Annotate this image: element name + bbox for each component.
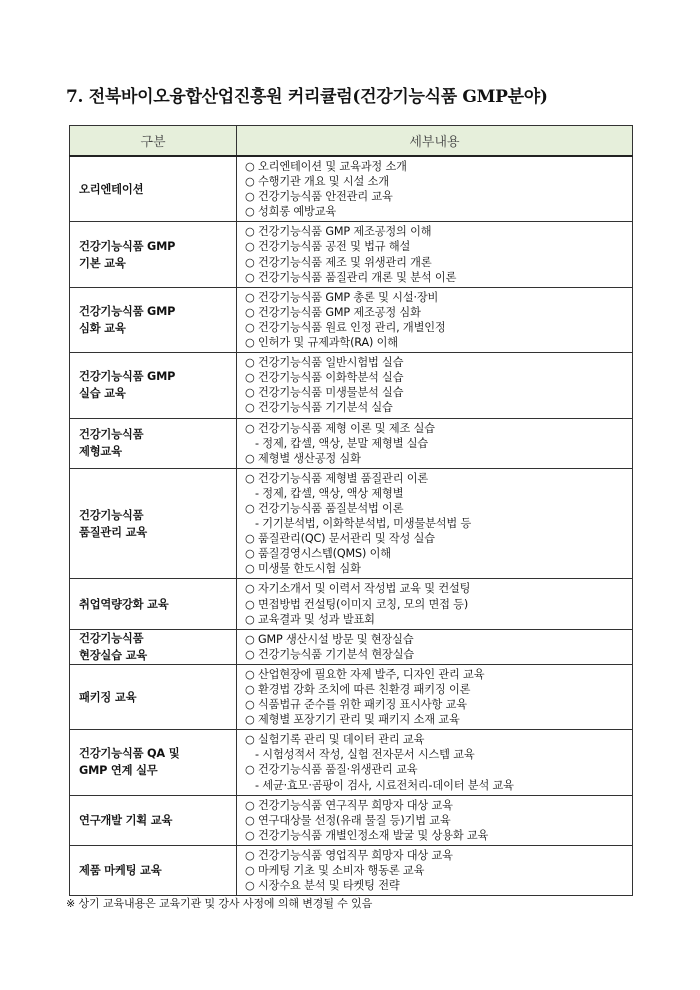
table-row bbox=[70, 730, 633, 795]
detail-sub-item: - 기기분석법, 이화학분석법, 미생물분석법 등 bbox=[255, 517, 472, 531]
details-cell bbox=[237, 468, 633, 579]
detail-item: ○ 식품법규 준수를 위한 패키징 표시사항 교육 bbox=[245, 698, 467, 712]
detail-item: ○ 산업현장에 필요한 자제 발주, 디자인 관리 교육 bbox=[245, 667, 485, 681]
detail-item: ○ 인허가 및 규제과학(RA) 이해 bbox=[245, 336, 398, 350]
detail-item: ○ 자기소개서 및 이력서 작성법 교육 및 컨설팅 bbox=[245, 582, 471, 596]
detail-item: ○ 건강기능식품 공전 및 법규 해설 bbox=[245, 240, 411, 254]
table-row bbox=[70, 287, 633, 352]
details-cell bbox=[237, 664, 633, 729]
table-row bbox=[70, 418, 633, 468]
detail-item: ○ 제형별 포장기기 관리 및 패키지 소재 교육 bbox=[245, 713, 460, 727]
details-cell bbox=[237, 353, 633, 418]
detail-item: ○ 실험기록 관리 및 데이터 관리 교육 bbox=[245, 733, 425, 747]
category-label: 제품 마케팅 교육 bbox=[79, 864, 162, 878]
category-cell bbox=[70, 222, 237, 287]
category-label: 건강기능식품 QA 및 bbox=[79, 747, 180, 761]
detail-item: ○ 건강기능식품 품질분석법 이론 bbox=[245, 501, 404, 515]
category-cell bbox=[70, 664, 237, 729]
detail-item: ○ 환경법 강화 조치에 따른 친환경 패키징 이론 bbox=[245, 683, 471, 696]
detail-item: ○ 건강기능식품 제형별 품질관리 이론 bbox=[245, 471, 429, 485]
category-label: 오리엔테이션 bbox=[79, 182, 144, 196]
category-cell bbox=[70, 468, 237, 579]
category-label: 현장실습 교육 bbox=[79, 648, 148, 662]
category-cell bbox=[70, 629, 237, 664]
header-details: 세부내용 bbox=[237, 126, 633, 157]
table-row bbox=[70, 156, 633, 222]
category-label: 건강기능식품 GMP bbox=[79, 370, 176, 384]
category-label: 건강기능식품 GMP bbox=[79, 239, 176, 253]
table-row bbox=[70, 222, 633, 287]
header-category: 구분 bbox=[70, 126, 237, 157]
table-row bbox=[70, 353, 633, 418]
detail-item: ○ 건강기능식품 기기분석 실습 bbox=[245, 401, 393, 415]
category-label: 제형교육 bbox=[79, 445, 122, 459]
details-cell bbox=[237, 845, 633, 895]
detail-item: ○ 건강기능식품 원료 인정 관리, 개별인정 bbox=[245, 320, 446, 334]
detail-item: ○ 건강기능식품 품질·위생관리 교육 bbox=[245, 763, 418, 777]
detail-item: ○ 미생물 한도시험 심화 bbox=[245, 562, 361, 576]
detail-item: ○ 건강기능식품 연구직무 희망자 대상 교육 bbox=[245, 798, 453, 812]
detail-item: ○ 건강기능식품 GMP 총론 및 시설·장비 bbox=[245, 290, 439, 304]
detail-sub-item: - 시험성적서 작성, 실험 전자문서 시스템 교육 bbox=[255, 748, 475, 762]
details-cell bbox=[237, 418, 633, 468]
category-label: 건강기능식품 GMP bbox=[79, 304, 176, 318]
table-row bbox=[70, 845, 633, 895]
category-label: 취업역량강화 교육 bbox=[79, 597, 169, 611]
detail-item: ○ 연구대상물 선정(유래 물질 등)기법 교육 bbox=[245, 813, 451, 827]
table-row bbox=[70, 664, 633, 729]
table-row bbox=[70, 579, 633, 629]
category-label: GMP 연계 실무 bbox=[79, 764, 158, 778]
category-label: 건강기능식품 bbox=[79, 508, 144, 522]
detail-item: ○ 품질관리(QC) 문서관리 및 작성 실습 bbox=[245, 532, 435, 546]
detail-item: ○ 건강기능식품 제조 및 위생관리 개론 bbox=[245, 255, 432, 269]
category-label: 패키징 교육 bbox=[79, 690, 137, 704]
details-cell bbox=[237, 730, 633, 795]
category-cell bbox=[70, 353, 237, 418]
details-cell bbox=[237, 222, 633, 287]
details-cell bbox=[237, 579, 633, 629]
detail-item: ○ 건강기능식품 안전관리 교육 bbox=[245, 190, 393, 204]
details-cell bbox=[237, 156, 633, 222]
detail-item: ○ 품질경영시스템(QMS) 이해 bbox=[245, 547, 391, 561]
detail-item: ○ 건강기능식품 영업직무 희망자 대상 교육 bbox=[245, 848, 453, 862]
details-cell bbox=[237, 629, 633, 664]
category-cell bbox=[70, 418, 237, 468]
category-label: 실습 교육 bbox=[79, 387, 126, 401]
detail-sub-item: - 세균·효모·곰팡이 검사, 시료전처리-데이터 분석 교육 bbox=[255, 778, 514, 792]
details-cell bbox=[237, 287, 633, 352]
category-cell bbox=[70, 795, 237, 845]
detail-item: ○ 건강기능식품 미생물분석 실습 bbox=[245, 386, 404, 400]
details-cell bbox=[237, 795, 633, 845]
detail-item: ○ 건강기능식품 품질관리 개론 및 분석 이론 bbox=[245, 270, 457, 284]
detail-item: ○ 건강기능식품 개별인정소재 발굴 및 상용화 교육 bbox=[245, 828, 489, 842]
category-label: 기본 교육 bbox=[79, 256, 126, 270]
detail-item: ○ 오리엔테이션 및 교육과정 소개 bbox=[245, 160, 407, 173]
detail-item: ○ 면접방법 컨설팅(이미지 코칭, 모의 면접 등) bbox=[245, 597, 469, 611]
footnote: ※ 상기 교육내용은 교육기관 및 강사 사정에 의해 변경될 수 있음 bbox=[66, 897, 373, 910]
category-label: 건강기능식품 bbox=[79, 428, 144, 442]
detail-item: ○ 건강기능식품 기기분석 현장실습 bbox=[245, 647, 415, 661]
detail-sub-item: - 정제, 캅셀, 액상, 액상 제형별 bbox=[255, 486, 404, 500]
category-cell bbox=[70, 156, 237, 222]
curriculum-table bbox=[69, 125, 633, 896]
detail-item: ○ 성희롱 예방교육 bbox=[245, 205, 337, 219]
detail-item: ○ 건강기능식품 일반시험법 실습 bbox=[245, 356, 404, 370]
category-cell bbox=[70, 730, 237, 795]
category-cell bbox=[70, 579, 237, 629]
detail-item: ○ 시장수요 분석 및 타켓팅 전략 bbox=[245, 879, 400, 893]
detail-item: ○ 마케팅 기초 및 소비자 행동론 교육 bbox=[245, 864, 425, 878]
detail-item: ○ GMP 생산시설 방문 및 현장실습 bbox=[245, 632, 414, 646]
detail-item: ○ 교육결과 및 성과 발표회 bbox=[245, 612, 375, 626]
table-header-row bbox=[70, 126, 633, 157]
detail-item: ○ 건강기능식품 GMP 제조공정 심화 bbox=[245, 305, 421, 319]
page-title: 7. 전북바이오융합산업진흥원 커리큘럼(건강기능식품 GMP분야) bbox=[66, 87, 548, 107]
detail-item: ○ 건강기능식품 제형 이론 및 제조 실습 bbox=[245, 421, 435, 435]
detail-item: ○ 건강기능식품 이화학분석 실습 bbox=[245, 371, 404, 385]
curriculum-body bbox=[70, 156, 633, 896]
detail-item: ○ 제형별 생산공정 심화 bbox=[245, 451, 361, 465]
detail-item: ○ 건강기능식품 GMP 제조공정의 이해 bbox=[245, 225, 432, 239]
detail-item: ○ 수행기관 개요 및 시설 소개 bbox=[245, 175, 389, 189]
category-label: 품질관리 교육 bbox=[79, 525, 148, 539]
category-cell bbox=[70, 287, 237, 352]
category-label: 심화 교육 bbox=[79, 321, 126, 335]
category-label: 건강기능식품 bbox=[79, 631, 144, 645]
category-cell bbox=[70, 845, 237, 895]
category-label: 연구개발 기획 교육 bbox=[79, 813, 173, 827]
table-row bbox=[70, 468, 633, 579]
table-row bbox=[70, 629, 633, 664]
detail-sub-item: - 정제, 캅셀, 액상, 분말 제형별 실습 bbox=[255, 436, 429, 450]
table-row bbox=[70, 795, 633, 845]
